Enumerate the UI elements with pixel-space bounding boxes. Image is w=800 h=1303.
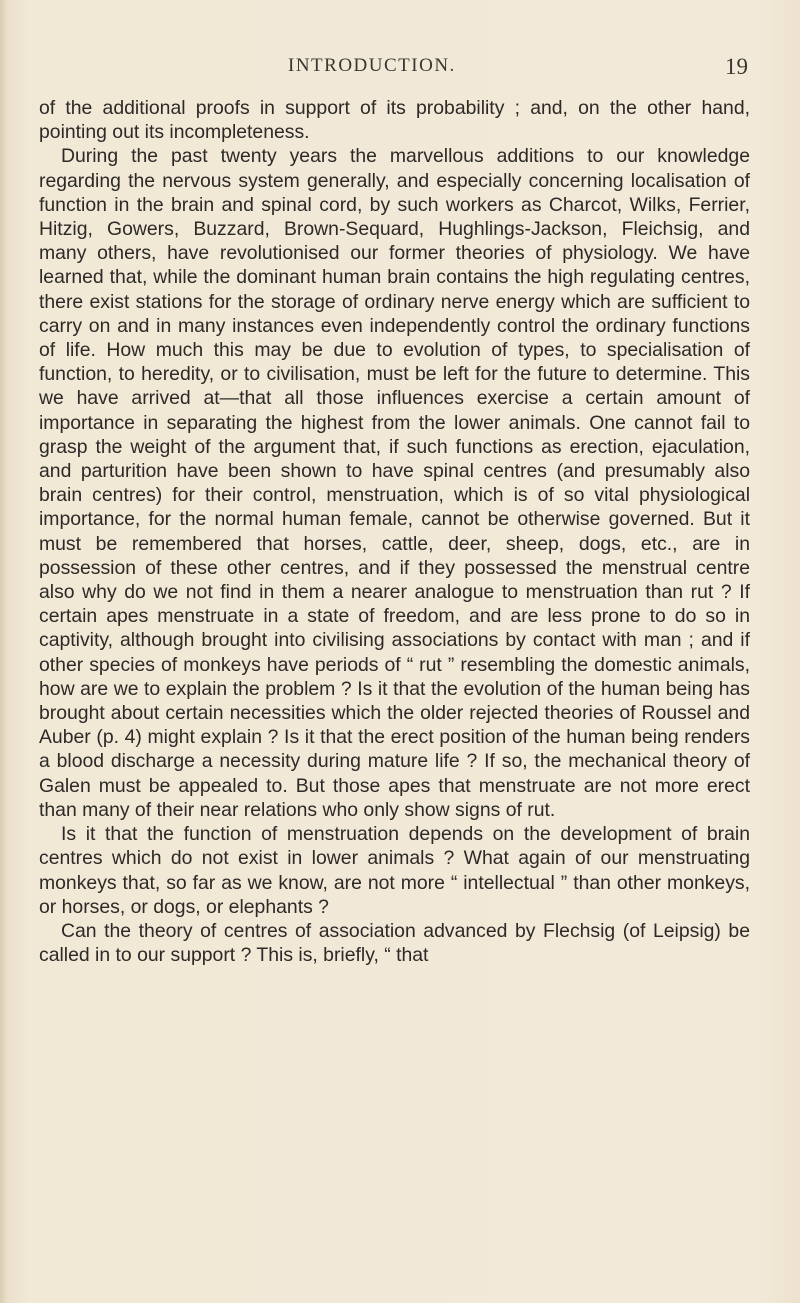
paragraph-continuation: of the additional proofs in support of its probability ; and, on the other hand, pointing out its incompleteness. xyxy=(39,97,750,144)
page-number: 19 xyxy=(725,54,748,79)
body-text xyxy=(39,96,750,967)
paragraph: During the past twenty years the marvellous additions to our knowledge regarding the nervous system generally, and especially concerning localisation of function in the brain and spinal cord, by such workers as Charcot, Wilks, Ferrier, Hitzig, Gowers, Buzzard, Brown-Sequard, Hughlings-Jackson, Fleichsig, and many others, have revolutionised our former theories of physiology. We have learned that, while the dominant human brain contains the high regulating centres, there exist stations for the storage of ordinary nerve energy which are sufficient to carry on and in many instances even independently control the ordinary functions of life. How much this may be due to evolution of types, to specialisation of function, to heredity, or to civilisation, must be left for the future to determine. This we have arrived at—that all those influences exercise a certain amount of importance in separating the highest from the lower animals. One cannot fail to grasp the weight of the argument that, if such functions as erection, ejaculation, and parturition have been shown to have spinal centres (and presumably also brain centres) for their control, menstruation, which is of so vital physiological importance, for the normal human female, cannot be otherwise governed. But it must be remembered that horses, cattle, deer, sheep, dogs, etc., are in possession of these other centres, and if they possessed the menstrual centre also why do we not find in them a nearer analogue to menstruation than rut ? If certain apes menstruate in a state of freedom, and are less prone to do so in captivity, although brought into civilising associations by contact with man ; and if other species of monkeys have periods of “ rut ” resembling the domestic animals, how are we to explain the problem ? Is it that the evolution of the human being has brought about certain necessities which the older rejected theories of Roussel and Auber (p. 4) might explain ? Is it that the erect position of the human being renders a blood discharge a necessity during mature life ? If so, the mechanical theory of Galen must be appealed to. But those apes that menstruate are not more erect than many of their near relations who only show signs of rut. xyxy=(39,145,750,821)
paragraph: Can the theory of centres of association advanced by Flechsig (of Leipsig) be called in to our support ? This is, briefly, “ that xyxy=(39,919,750,967)
page-header xyxy=(0,55,800,85)
paragraph: Is it that the function of menstruation depends on the development of brain centres which do not exist in lower animals ? What again of our menstruating monkeys that, so far as we know, are not more “ intellectual ” than other monkeys, or horses, or dogs, or elephants ? xyxy=(39,823,750,918)
running-head: INTRODUCTION. xyxy=(288,55,456,76)
page-gutter-shadow xyxy=(0,0,8,1303)
